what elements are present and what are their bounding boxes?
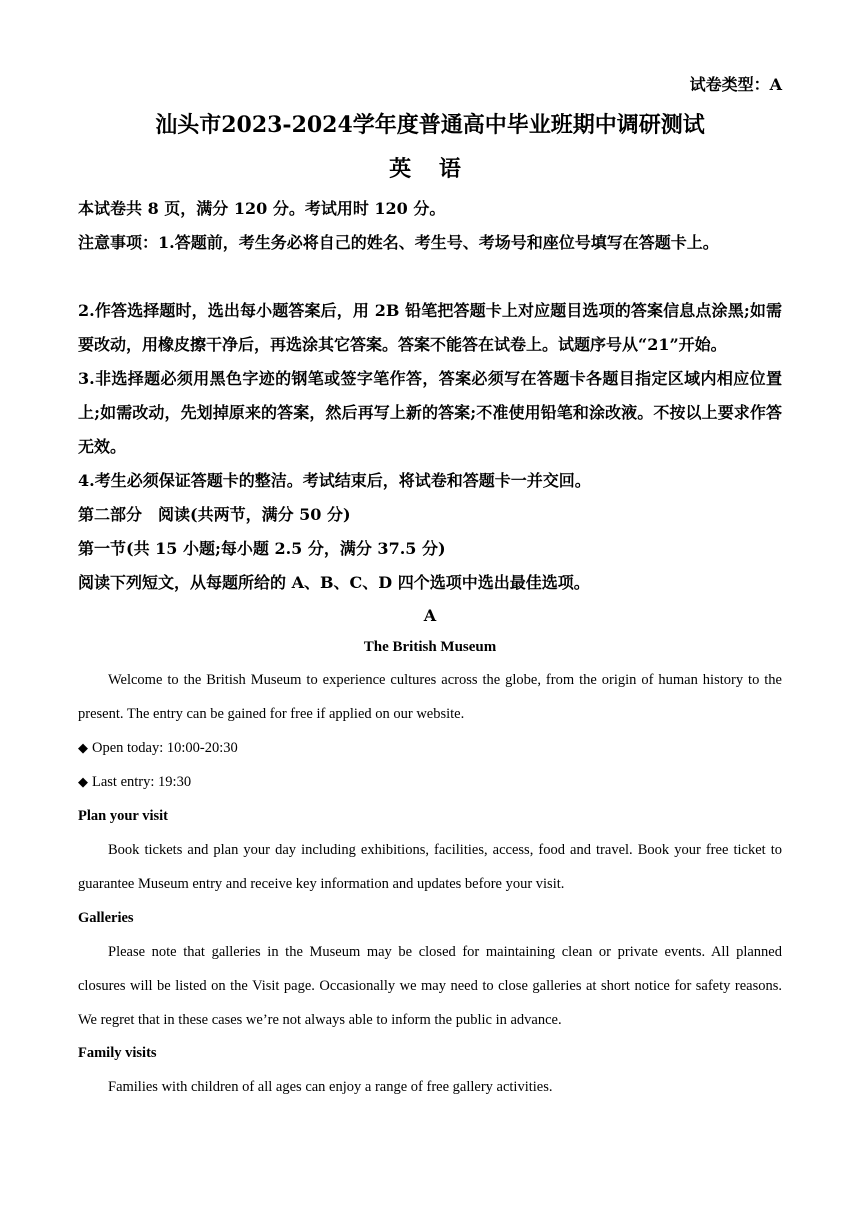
exam-type-label: 试卷类型：A bbox=[689, 75, 782, 94]
passage-intro: Welcome to the British Museum to experience cultures across the globe, from the origin of human history to the present. The entry can be gained for free if applied on our website. bbox=[78, 672, 782, 722]
part-2-heading: 第二部分 阅读(共两节，满分 50 分) bbox=[78, 505, 351, 524]
section-body-galleries: Please note that galleries in the Museum may be closed for maintaining clean or private events. All planned closures will be listed on the Visit page. Occasionally we may need to close galleries at short notice for safety reasons. We regret that in these cases we’re not always able to inform the public in advance. bbox=[78, 944, 782, 1028]
passage-letter: A bbox=[423, 606, 437, 625]
bullet-last-entry bbox=[78, 765, 782, 799]
diamond-bullet-icon: ◆ bbox=[78, 774, 88, 789]
reading-directions: 阅读下列短文，从每题所给的 A、B、C、D 四个选项中选出最佳选项。 bbox=[78, 573, 590, 592]
subject-title: 英 语 bbox=[389, 156, 471, 182]
note-3: 3.非选择题必须用黑色字迹的钢笔或签字笔作答，答案必须写在答题卡各题目指定区域内相应位置上;如需改动，先划掉原来的答案，然后再写上新的答案;不准使用铅笔和涂改液。不按以上要求作答无效。 bbox=[78, 369, 782, 456]
bullet-text: Last entry: 19:30 bbox=[92, 774, 192, 790]
section-body-plan: Book tickets and plan your day including exhibitions, facilities, access, food and travel. Book your free ticket to guarantee Museum entry and receive key information and updates before your visit. bbox=[78, 842, 782, 892]
section-heading-family: Family visits bbox=[78, 1045, 157, 1061]
section-heading-plan: Plan your visit bbox=[78, 808, 168, 824]
note-1: 注意事项：1.答题前，考生务必将自己的姓名、考生号、考场号和座位号填写在答题卡上。 bbox=[78, 233, 719, 252]
section-1-heading: 第一节(共 15 小题;每小题 2.5 分，满分 37.5 分) bbox=[78, 539, 446, 558]
section-heading-galleries: Galleries bbox=[78, 910, 134, 926]
bullet-open-today bbox=[78, 731, 782, 765]
note-2: 2.作答选择题时，选出每小题答案后，用 2B 铅笔把答题卡上对应题目选项的答案信息点涂黑;如需要改动，用橡皮擦干净后，再选涂其它答案。答案不能答在试卷上。试题序号从“21”开始。 bbox=[78, 301, 782, 354]
bullet-text: Open today: 10:00-20:30 bbox=[92, 740, 238, 756]
section-body-family: Families with children of all ages can enjoy a range of free gallery activities. bbox=[108, 1079, 553, 1095]
passage-title: The British Museum bbox=[363, 639, 497, 655]
note-4: 4.考生必须保证答题卡的整洁。考试结束后，将试卷和答题卡一并交回。 bbox=[78, 471, 591, 490]
exam-title: 汕头市2023-2024学年度普通高中毕业班期中调研测试 bbox=[155, 112, 705, 138]
exam-intro: 本试卷共 8 页，满分 120 分。考试用时 120 分。 bbox=[78, 199, 446, 218]
diamond-bullet-icon: ◆ bbox=[78, 740, 88, 755]
